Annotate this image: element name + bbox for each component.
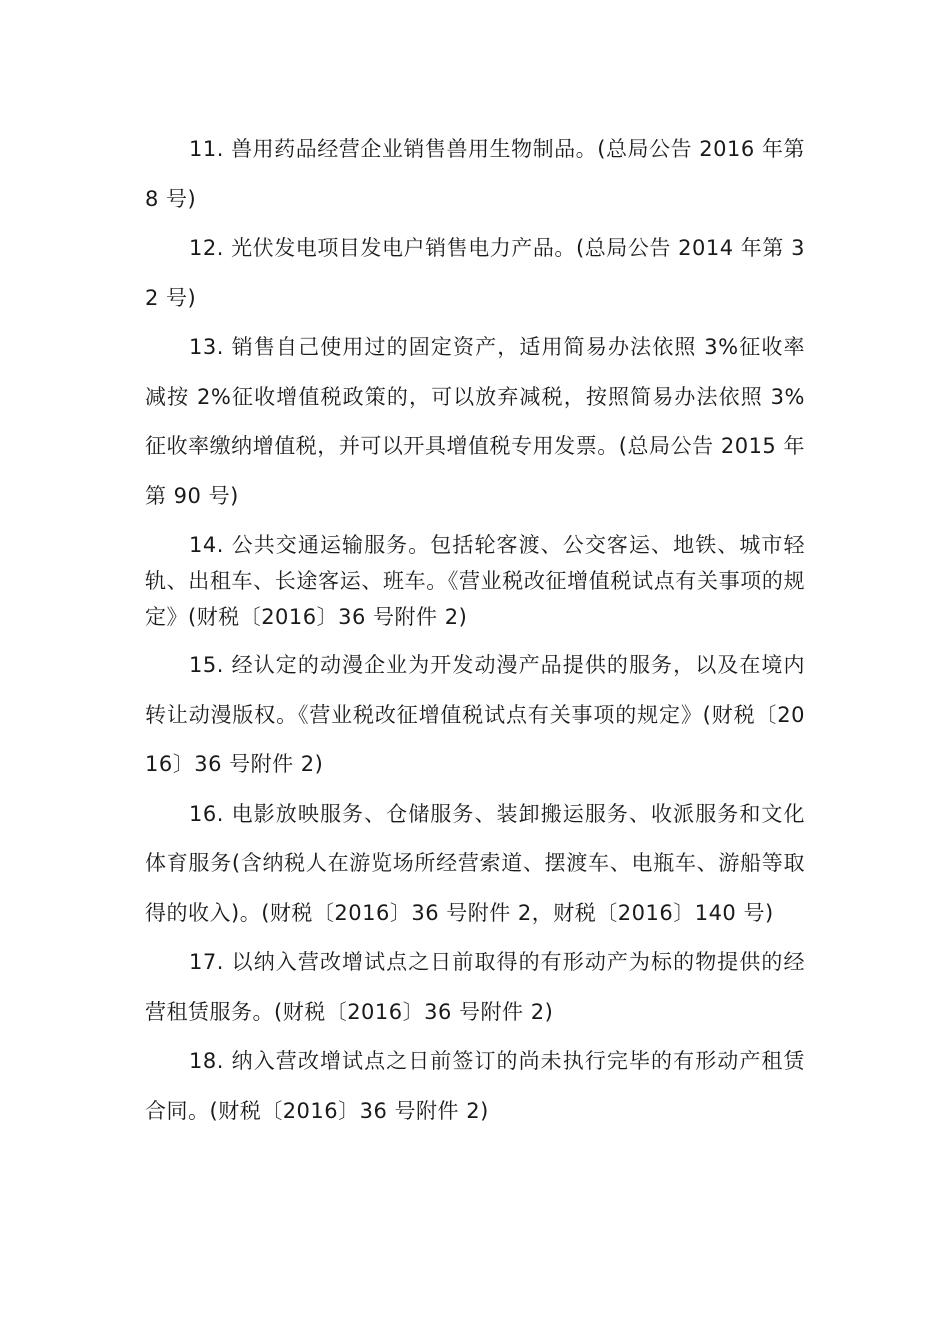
- list-item-11: 11. 兽用药品经营企业销售兽用生物制品。(总局公告 2016 年第 8 号): [145, 137, 805, 211]
- list-item-17: 17. 以纳入营改增试点之日前取得的有形动产为标的物提供的经营租赁服务。(财税〔2016〕36 号附件 2): [145, 950, 805, 1024]
- list-item-15: 15. 经认定的动漫企业为开发动漫产品提供的服务，以及在境内转让动漫版权。《营业税改征增值税试点有关事项的规定》(财税〔2016〕36 号附件 2): [145, 653, 805, 776]
- list-item-12: 12. 光伏发电项目发电户销售电力产品。(总局公告 2014 年第 32 号): [145, 236, 805, 310]
- document-body: [145, 125, 805, 1136]
- list-item-13: 13. 销售自己使用过的固定资产，适用简易办法依照 3%征收率减按 2%征收增值税政策的，可以放弃减税，按照简易办法依照 3%征收率缴纳增值税，并可以开具增值税专用发票。(总局公告 2015 年第 90 号): [145, 335, 805, 508]
- list-item-18: 18. 纳入营改增试点之日前签订的尚未执行完毕的有形动产租赁合同。(财税〔2016〕36 号附件 2): [145, 1049, 805, 1123]
- list-item-14: 14. 公共交通运输服务。包括轮客渡、公交客运、地铁、城市轻轨、出租车、长途客运、班车。《营业税改征增值税试点有关事项的规定》(财税〔2016〕36 号附件 2): [145, 533, 805, 629]
- list-item-16: 16. 电影放映服务、仓储服务、装卸搬运服务、收派服务和文化体育服务(含纳税人在游览场所经营索道、摆渡车、电瓶车、游船等取得的收入)。(财税〔2016〕36 号附件 2，财税〔2016〕140 号): [145, 801, 805, 925]
